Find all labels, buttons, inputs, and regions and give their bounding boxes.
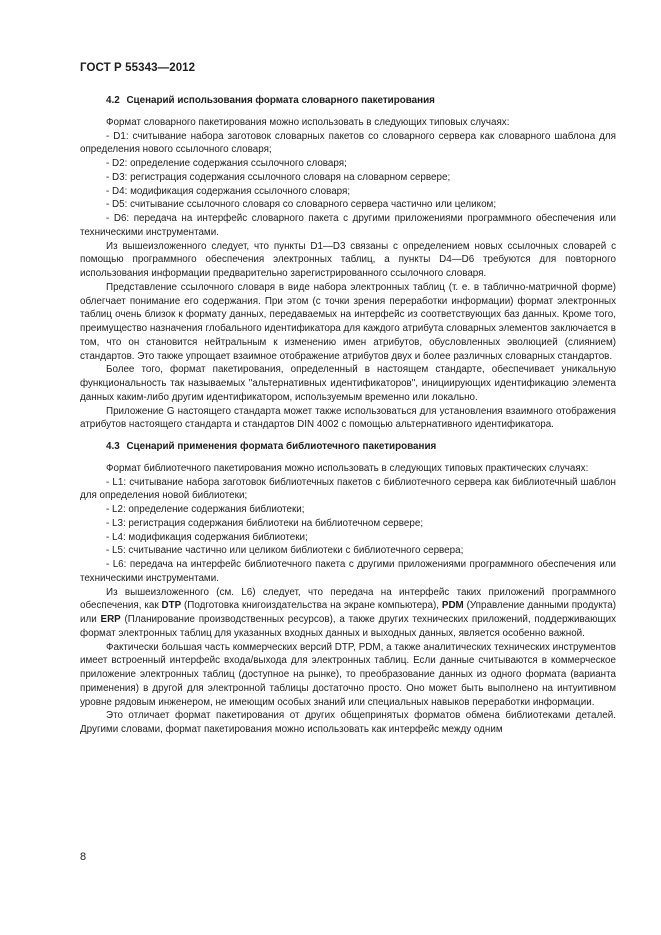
paragraph: Формат словарного пакетирования можно использовать в следующих типовых случаях:: [106, 116, 510, 128]
section-number: 4.2: [106, 95, 120, 106]
paragraph: Это отличает формат пакетирования от других общепринятых форматов обмена библиотеками деталей. Другими словами, формат пакетирования можно использовать как интерфейс между одним: [80, 710, 616, 735]
list-item: - L2: определение содержания библиотеки;: [106, 504, 305, 515]
text-run: Из вышеизложенного (см. L6) следует, что передача на интерфейс таких приложений программного обеспечения, как: [80, 586, 616, 612]
paragraph: Более того, формат пакетирования, определенный в настоящем стандарте, обеспечивает уникальную функциональность так называемых "альтернативных идентификаторов", инициирующих идентификацию элемента данных каким-либо другим идентификатором, используемым временно или локально.: [80, 364, 616, 403]
section-number: 4.3: [106, 441, 120, 452]
list-item: - D5: считывание ссылочного словаря со словарного сервера частично или целиком;: [106, 199, 497, 211]
term-pdm: PDM: [441, 600, 464, 612]
paragraph: Формат библиотечного пакетирования можно использовать в следующих типовых практических случаях:: [106, 462, 589, 474]
paragraph: Из вышеизложенного следует, что пункты D1—D3 связаны с определением новых ссылочных словарей с помощью программного обеспечения электронных таблиц, а пункты D4—D6 требуются для повторного использования информации предварительно зарегистрированного ссылочного словаря.: [80, 240, 616, 279]
list-item: - D3: регистрация содержания ссылочного словаря на словарном сервере;: [106, 171, 451, 183]
list-item: - L3: регистрация содержания библиотеки на библиотечном сервере;: [106, 517, 424, 529]
list-item: - L1: считывание набора заготовок библиотечных пакетов с библиотечного сервера как библиотечный шаблон для определения новой библиотеки;: [80, 476, 616, 502]
list-item: - D4: модификация содержания ссылочного словаря;: [106, 185, 351, 197]
paragraph: Фактически большая часть коммерческих версий DTP, PDM, а также аналитических технических инструментов имеет встроенный интерфейс входа/выхода для электронных таблиц. Если данные считываются в коммерческое приложение электронных таблиц (доступное на рынке), то преобразование данных из одного формата (варианта применения) в другой для электронной таблицы достаточно просто. Оно может быть выполнено на интуитивном уровне рядовым инженером, не имеющим особых знаний или специальных навыков переработки информации.: [80, 641, 616, 708]
text-run: (Управление данными продукта) или: [80, 600, 617, 625]
list-item: - D6: передача на интерфейс словарного пакета с другими приложениями программного обеспечения или техническими инструментами.: [80, 213, 616, 238]
document-header: ГОСТ Р 55343—2012: [80, 62, 196, 74]
page-number: 8: [80, 851, 87, 863]
list-item: - L5: считывание частично или целиком библиотеки с библиотечного сервера;: [106, 545, 464, 557]
section-title: Сценарий использования формата словарного пакетирования: [126, 95, 435, 106]
term-erp: ERP: [100, 614, 121, 625]
list-item: - L4: модификация содержания библиотеки;: [106, 531, 308, 543]
section-4-3-heading: [80, 440, 616, 454]
list-item: - D2: определение содержания ссылочного словаря;: [106, 158, 347, 169]
term-dtp: DTP: [161, 600, 182, 612]
section-title: Сценарий применения формата библиотечного пакетирования: [126, 441, 437, 452]
list-item: - L6: передача на интерфейс библиотечного пакета с другими приложениями программного обеспечения или техническими инструментами.: [80, 559, 616, 584]
page-content: [80, 94, 616, 737]
paragraph: Представление ссылочного словаря в виде набора электронных таблиц (т. е. в таблично-матричной форме) облегчает понимание его содержания. При этом (с точки зрения переработки информации) формат электронных таблиц очень близок к формату данных, передаваемых на интерфейс из соответствующих баз данных. Кроме того, преимущество назначения глобального идентификатора для каждого атрибута словарных элементов заключается в том, что он становится нейтральным к изменению имен атрибутов, обусловленных эволюцией (слиянием) стандартов. Это также упрощает взаимное отображение атрибутов двух и более различных словарных стандартов.: [80, 281, 616, 362]
text-run: (Подготовка книгоиздательства на экране компьютера),: [181, 600, 442, 612]
paragraph: [80, 586, 616, 641]
paragraph: Приложение G настоящего стандарта может также использоваться для установления взаимного отображения атрибутов настоящего стандарта и стандартов DIN 4002 с помощью альтернативного идентификатора.: [80, 405, 616, 431]
list-item: - D1: считывание набора заготовок словарных пакетов со словарного сервера как словарного шаблона для определения нового ссылочного словаря;: [80, 130, 616, 156]
text-run: (Планирование производственных ресурсов), а также других технических приложений, поддерживающих формат электронных таблиц для указанных входных данных и выходных данных, является особенно важной.: [80, 614, 616, 639]
section-4-2-heading: [80, 94, 616, 108]
